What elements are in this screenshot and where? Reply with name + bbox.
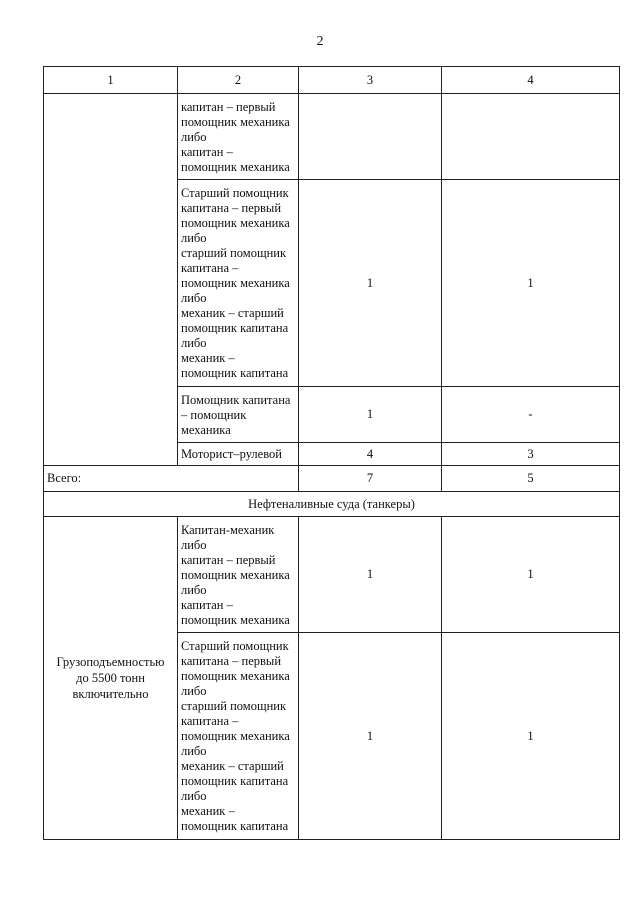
count-col-3: 1 bbox=[299, 517, 442, 633]
category-cell-empty bbox=[44, 94, 178, 466]
header-col-2: 2 bbox=[178, 67, 299, 94]
page-number: 2 bbox=[316, 34, 324, 49]
category-cell: Грузоподъемностью до 5500 тонн включительно bbox=[44, 517, 178, 840]
header-col-1: 1 bbox=[44, 67, 178, 94]
header-col-3: 3 bbox=[299, 67, 442, 94]
section-title: Нефтеналивные суда (танкеры) bbox=[44, 492, 620, 517]
total-col-3: 7 bbox=[299, 466, 442, 492]
crew-table bbox=[43, 66, 620, 840]
count-col-3: 1 bbox=[299, 180, 442, 387]
count-col-4: 3 bbox=[442, 443, 620, 466]
count-col-4: 1 bbox=[442, 633, 620, 840]
count-col-3: 1 bbox=[299, 633, 442, 840]
count-col-4: - bbox=[442, 387, 620, 443]
count-col-3: 1 bbox=[299, 387, 442, 443]
count-col-4: 1 bbox=[442, 517, 620, 633]
count-col-3: 4 bbox=[299, 443, 442, 466]
count-col-4 bbox=[442, 94, 620, 180]
total-col-4: 5 bbox=[442, 466, 620, 492]
position-cell: Старший помощник капитана – первый помощник механика либо старший помощник капитана – помощник механика либо механик – старший помощник капитана либо механик – помощник капитана bbox=[178, 633, 299, 840]
count-col-4: 1 bbox=[442, 180, 620, 387]
position-cell: капитан – первый помощник механика либо капитан – помощник механика bbox=[178, 94, 299, 180]
header-col-4: 4 bbox=[442, 67, 620, 94]
total-row bbox=[44, 466, 620, 492]
position-cell: Капитан-механик либо капитан – первый помощник механика либо капитан – помощник механика bbox=[178, 517, 299, 633]
table-row bbox=[44, 517, 620, 633]
table-header-row bbox=[44, 67, 620, 94]
position-cell: Моторист–рулевой bbox=[178, 443, 299, 466]
section-row bbox=[44, 492, 620, 517]
total-label: Всего: bbox=[44, 466, 299, 492]
position-cell: Помощник капитана – помощник механика bbox=[178, 387, 299, 443]
table-row bbox=[44, 94, 620, 180]
count-col-3 bbox=[299, 94, 442, 180]
position-cell: Старший помощник капитана – первый помощник механика либо старший помощник капитана – помощник механика либо механик – старший помощник капитана либо механик – помощник капитана bbox=[178, 180, 299, 387]
